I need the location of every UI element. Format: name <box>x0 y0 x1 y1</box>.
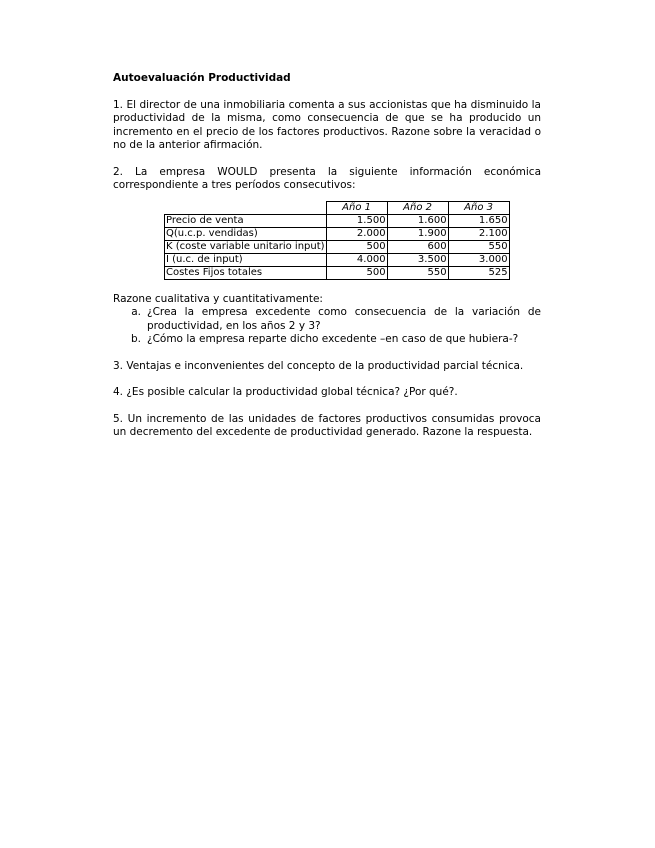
list-item-text: ¿Crea la empresa excedente como consecuencia de la variación de productividad, en los años 2 y 3? <box>147 306 541 332</box>
table-header-row <box>165 201 510 214</box>
question-2-subquestions <box>113 293 541 347</box>
row-label: I (u.c. de input) <box>165 253 327 266</box>
table-cell: 525 <box>448 266 509 279</box>
question-3: 3. Ventajas e inconvenientes del concepto de la productividad parcial técnica. <box>113 359 524 372</box>
question-2 <box>113 166 541 280</box>
sub-question-list <box>113 306 541 347</box>
table-cell: 550 <box>448 240 509 253</box>
list-item-text: ¿Cómo la empresa reparte dicho excedente –en caso de que hubiera-? <box>147 333 519 345</box>
table-row <box>165 240 510 253</box>
row-label: Q(u.c.p. vendidas) <box>165 227 327 240</box>
table-corner <box>165 201 327 214</box>
list-item <box>113 333 541 347</box>
question-2-text: 2. La empresa WOULD presenta la siguiente información económica correspondiente a tres períodos consecutivos: <box>113 165 541 191</box>
row-label: Precio de venta <box>165 214 327 227</box>
question-5: 5. Un incremento de las unidades de factores productivos consumidas provoca un decremento del excedente de productividad generado. Razone la respuesta. <box>113 412 541 438</box>
table-header-cell: Año 3 <box>448 201 509 214</box>
list-item <box>113 306 541 333</box>
table-row <box>165 214 510 227</box>
table-header-cell: Año 1 <box>326 201 387 214</box>
data-table <box>164 201 510 280</box>
document-page <box>113 72 541 440</box>
table-cell: 1.600 <box>387 214 448 227</box>
table-row <box>165 253 510 266</box>
table-cell: 1.650 <box>448 214 509 227</box>
question-2-intro: Razone cualitativa y cuantitativamente: <box>113 292 323 305</box>
table-cell: 500 <box>326 240 387 253</box>
table-cell: 600 <box>387 240 448 253</box>
question-4: 4. ¿Es posible calcular la productividad global técnica? ¿Por qué?. <box>113 386 458 398</box>
list-marker: b. <box>130 333 141 345</box>
table-cell: 1.900 <box>387 227 448 240</box>
table-header-cell: Año 2 <box>387 201 448 214</box>
table-row <box>165 266 510 279</box>
table-cell: 4.000 <box>326 253 387 266</box>
table-row <box>165 227 510 240</box>
question-1: 1. El director de una inmobiliaria comenta a sus accionistas que ha disminuido la productividad de la misma, como consecuencia de que se ha producido un incremento en el precio de los factores productivos. Razone sobre la veracidad o no de la anterior afirmación. <box>113 98 541 151</box>
table-cell: 2.100 <box>448 227 509 240</box>
table-cell: 2.000 <box>326 227 387 240</box>
row-label: K (coste variable unitario input) <box>166 240 325 252</box>
table-cell: 3.000 <box>448 253 509 266</box>
list-marker: a. <box>131 306 141 318</box>
table-cell: 1.500 <box>326 214 387 227</box>
table-cell: 550 <box>387 266 448 279</box>
row-label: Costes Fijos totales <box>165 266 327 279</box>
table-cell: 500 <box>326 266 387 279</box>
document-title: Autoevaluación Productividad <box>113 72 291 84</box>
table-cell: 3.500 <box>387 253 448 266</box>
